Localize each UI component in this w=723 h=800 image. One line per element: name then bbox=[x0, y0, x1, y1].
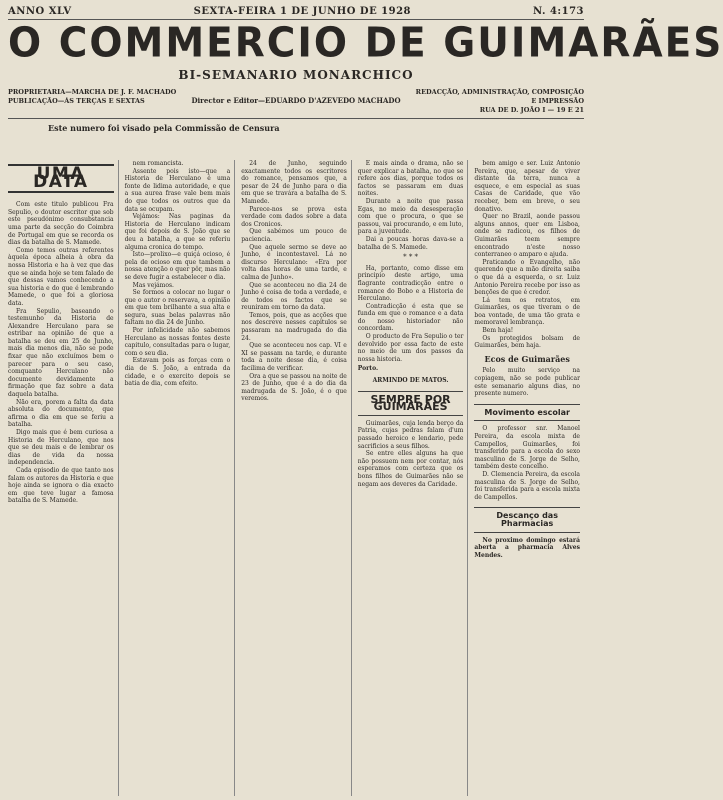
paragraph: 24 de Junho, seguindo exactamente todos os escritores do romance, pensamos que, a pesar de 24 de Junho para o dia em que se travára a batalha de S. Mamede. bbox=[241, 160, 347, 205]
paragraph: Que sabémos um pouco de paciencia. bbox=[241, 228, 347, 243]
paragraph: Não era, porem a falta da data absoluta do documento, que afirma o dia em que se feriu a batalha. bbox=[8, 398, 114, 429]
column-4 bbox=[358, 160, 469, 796]
paragraph: Que aquele sermo se deve ao Junho, é incontestavel. Lá no discurso Herculano: «Era por volta das horas de uma tarde, e calma de Junho». bbox=[241, 243, 347, 281]
paragraph: Pelo muito serviço na copiagem, não se pode publicar este semanario alguns dias, no presente numero. bbox=[474, 367, 580, 398]
publication-line: PUBLICAÇÃO—ÁS TERÇAS E SEXTAS bbox=[8, 97, 145, 105]
paragraph: nem romancista. bbox=[132, 160, 184, 167]
volume-label: ANNO XLV bbox=[8, 6, 72, 17]
paragraph: Temos, pois, que as acções que nos descreve nesses capitulos se passaram na madrugada do dia 24. bbox=[241, 311, 347, 342]
owner-line: PROPRIETARIA—MARCHA DE J. F. MACHADO bbox=[8, 88, 177, 96]
paragraph: Lá tem os retratos, em Guimarães, os que tiveram o de boa vontade, de uma tão grata e memoravel lembrança. bbox=[474, 296, 580, 327]
info-bar bbox=[8, 88, 584, 119]
paragraph: Quer no Brazil, aonde passou alguns annos, quer em Lisboa, onde se radicou, os filhos de Guimarães teem sempre encontrado n'este nosso conterraneo o amparo e ajuda. bbox=[474, 213, 580, 259]
paragraph: Que se aconteceu no dia 24 de Junho é coisa de toda a verdade, e de todos os factos que se reuniram em torno da data. bbox=[241, 281, 347, 312]
paragraph: Durante a noite que passa Egas, no meio da desesperação com que o procura, o que se passou, vai procurando, e em luto, para a juventude. bbox=[357, 197, 464, 236]
paragraph: Como temos outras referentes àquela época alheia à obra da nossa Historia e ha à vez que das que se ainda hoje se tem falado de que dessas vamos conhecendo a sua historia e do que é lembrando Mamede, o que foi a gloriosa data. bbox=[8, 246, 114, 307]
censor-note: Este numero foi visado pela Commissão de Censura bbox=[48, 123, 280, 133]
paragraph: O professor snr. Manoel Pereira, da escola mixta de Campellos, Guimarães, foi transferido para a escola do sexo masculino de S. Jorge de Selho, também deste concelho. bbox=[474, 425, 580, 471]
office-line: REDACÇÃO, ADMINISTRAÇÃO, COMPOSIÇÃO bbox=[415, 88, 584, 96]
info-right bbox=[416, 88, 584, 115]
paragraph: E mais ainda o drama, não se quer explicar a batalha, no que se refere aos dias, porque todos os factos se passaram em duas noites. bbox=[357, 160, 464, 198]
paragraph: Estavam pois as forças com o dia de S. João, a entrada da cidade, e o exercito depois se batia de dia, com efeito. bbox=[124, 357, 231, 388]
paragraph: Guimarães, cuja lenda berço da Patria, cujas pedras falam d'um passado heroico e lendario, pede sacrificios a seus filhos. bbox=[357, 419, 464, 450]
column-1 bbox=[8, 160, 119, 796]
newspaper-title: O COMMERCIO DE GUIMARÃES bbox=[8, 19, 723, 68]
column-3 bbox=[241, 160, 352, 796]
paragraph: O producto de Fra Sepulio o ter devolvido por essa facto de este no meio de um dos passos da nossa historia. bbox=[357, 333, 464, 363]
paragraph: bem amigo e ser. Luiz Antonio Pereira, que, apesar de viver distante da terra, nunca a esquece, e em especial as suas Casas de Caridade, que vão receber, bem em breve, o seu donativo. bbox=[474, 160, 580, 213]
section-title-sempre: SEMPRE POR GUIMARÃES bbox=[358, 391, 464, 416]
info-left bbox=[8, 88, 176, 106]
paragraph: Ora a que se passou na noite de 23 de Junho, que é a do dia da madrugada de S. João, é o que veremos. bbox=[241, 372, 347, 403]
section-title-ecos: Ecos de Guimarães bbox=[484, 353, 570, 364]
paragraph: Dai a poucas horas dava-se a batalha de S. Mamede. bbox=[357, 235, 464, 251]
paragraph: Fra Sepulio, baseando o testemunho da Historia de Alexandre Herculano para se estribar na opinião de que a batalha se deu em 25 de Junho, mais dia menos dia, não se pode fixar que não excluímos bem o parecer para o seu caso, comquanto Herculano não documente devidamente a firmação que faz sobre a data daquela batalha. bbox=[8, 307, 114, 399]
separator-stars: * * * bbox=[403, 253, 419, 262]
paragraph: Se formos a colocar no lugar o que o autor o reservava, a opinião em que tem brilhante a sua alta e segura, suas belas palavras não faltam no dia 24 de Junho. bbox=[124, 289, 231, 327]
office-line-2: E IMPRESSÃO bbox=[531, 97, 584, 105]
issue-number: N. 4:173 bbox=[533, 6, 584, 17]
paragraph: Os protegidos bolsam de Guimarães, bem haja. bbox=[474, 334, 580, 350]
article-title: UMA DATA bbox=[8, 164, 114, 193]
paragraph: Que se aconteceu nos cap. VI e XI se passam na tarde, e durante toda a noite desse dia, é coisa facilima de verificar. bbox=[241, 342, 347, 373]
paragraph: No proximo domingo estará aberta a pharmacia Alves Mendes. bbox=[474, 536, 580, 559]
column-2 bbox=[125, 160, 236, 796]
paragraph: Parece-nos se prova esta verdade com dados sobre a data dos Cronicos. bbox=[241, 205, 347, 228]
issue-date: SEXTA-FEIRA 1 DE JUNHO DE 1928 bbox=[193, 6, 412, 17]
paragraph: Isto—prolixo—e quiçá ocioso, é pela de ocioso em que tambem a nossa atenção o quer pôr, mas não se deve fugir a estabelecer o dia. bbox=[124, 251, 231, 281]
paragraph: Se entre elles alguns ha que não possuem nem por contar, nós esperamos com certeza que os bons filhos de Guimarães não se negam aos deveres da Caridade. bbox=[357, 450, 464, 488]
director-line: Director e Editor—EDUARDO D'AZEVEDO MACHADO bbox=[191, 96, 401, 105]
paragraph: Assente pois isto—que a Historia de Herculano é uma fonte de lidima autoridade, e que a sua aurea frase vale bem mais do que todos os outros que da data se ocupam. bbox=[124, 167, 231, 213]
paragraph: Bem haja! bbox=[482, 327, 514, 335]
paragraph: Com este titulo publicou Fra Sepulio, o doutor escritor que sob este pseudónimo consubstancia uma parte da secção do Coimbra de Portugal em que se recorda os dias da batalha de S. Mamede. bbox=[8, 201, 114, 247]
paragraph: Vejámos: Nas paginas da Historia de Herculano indicam que foi depois de S. João que se deu a batalha, a que se referiu alguma cronica do tempo. bbox=[124, 213, 231, 251]
newspaper-subtitle: BI-SEMANARIO MONARCHICO bbox=[178, 68, 414, 82]
address-line: RUA DE D. JOÃO I — 19 E 21 bbox=[479, 106, 584, 114]
paragraph: Contradicção é esta que se funda em que o romance e a data do nosso historiador não concordam. bbox=[357, 302, 464, 333]
section-title-escolar: Movimento escolar bbox=[474, 404, 580, 422]
column-5 bbox=[474, 160, 584, 796]
paragraph: Mas vejámos. bbox=[132, 281, 174, 289]
paragraph: Por infelicidade não sabemos Herculano as nossas fontes deste capitulo, consultadas para o lugar, com o seu dia. bbox=[124, 327, 231, 357]
article-signature: ARMINDO DE MATOS. bbox=[372, 377, 449, 385]
paragraph: Digo mais que é bem curiosa a Historia de Herculano, que nos que se deu mais e de lembrar os dias de vida da nossa independencia. bbox=[8, 429, 114, 467]
paragraph: Praticando o Evangelho, não querendo que a mão direita saiba o que dá a esquerda, o sr. Luiz Antonio Pereira recebe por isso as benções de que é credor. bbox=[474, 258, 580, 297]
paragraph: D. Clemencia Pereira, da escola masculina de S. Jorge de Selho, foi transferida para a escola mixta de Campellos. bbox=[474, 470, 580, 501]
article-place: Porto. bbox=[357, 365, 379, 373]
top-line bbox=[8, 6, 584, 20]
paragraph: Ha, portanto, como disse em principio deste artigo, uma flagrante contradicção entre o romance do Bobo e a Historia de Herculano. bbox=[357, 264, 464, 303]
article-columns bbox=[8, 160, 584, 796]
section-title-pharmacias: Descanço das Pharmacias bbox=[474, 507, 580, 532]
paragraph: Cada episodio de que tanto nos falam os autores da Historia e que hoje ainda se ignora o dia exacto em que teve lugar a famosa batalha de S. Mamede. bbox=[8, 466, 114, 505]
